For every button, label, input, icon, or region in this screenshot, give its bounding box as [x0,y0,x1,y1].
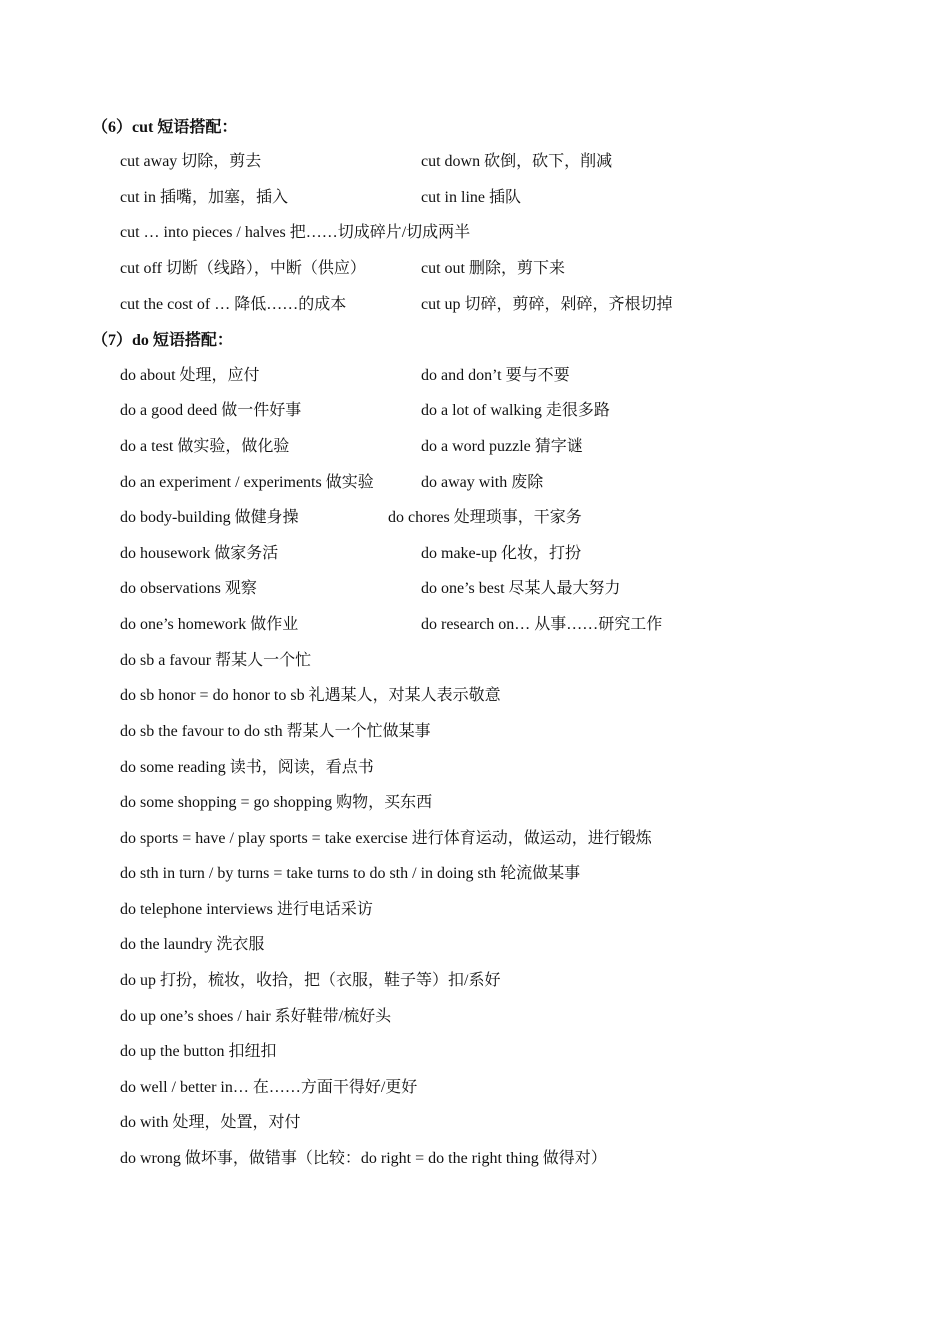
phrase-entry: do up the button 扣纽扣 [120,1043,277,1060]
phrase-entry: do chores 处理琐事，干家务 [388,509,582,526]
phrase-entry: do a test 做实验，做化验 [120,438,290,455]
phrase-entry: cut down 砍倒，砍下，削减 [421,153,613,170]
phrase-entry: do wrong 做坏事，做错事（比较：do right = do the right thing 做得对） [120,1150,607,1167]
phrase-entry: do a word puzzle 猜字谜 [421,438,583,455]
phrase-entry: do one’s homework 做作业 [120,616,299,633]
phrase-entry: do one’s best 尽某人最大努力 [421,580,621,597]
phrase-entry: do up 打扮，梳妆，收拾，把（衣服，鞋子等）扣/系好 [120,972,501,989]
phrase-entry: do some reading 读书，阅读，看点书 [120,759,374,776]
phrase-entry: cut the cost of … 降低……的成本 [120,296,347,313]
phrase-entry: cut off 切断（线路），中断（供应） [120,260,366,277]
phrase-entry: do observations 观察 [120,580,257,597]
phrase-entry: do away with 废除 [421,474,544,491]
phrase-entry: do up one’s shoes / hair 系好鞋带/梳好头 [120,1008,392,1025]
phrase-entry: do some shopping = go shopping 购物，买东西 [120,794,433,811]
phrase-entry: do sb the favour to do sth 帮某人一个忙做某事 [120,723,431,740]
phrase-entry: do make-up 化妆，打扮 [421,545,581,562]
phrase-entry: do housework 做家务活 [120,545,279,562]
phrase-entry: do research on… 从事……研究工作 [421,616,663,633]
phrase-entry: do sb a favour 帮某人一个忙 [120,652,312,669]
phrase-entry: cut up 切碎，剪碎，剁碎，齐根切掉 [421,296,673,313]
phrase-entry: cut out 删除，剪下来 [421,260,565,277]
phrase-entry: do body-building 做健身操 [120,509,299,526]
section-heading-do: （7）do 短语搭配： [92,332,233,349]
phrase-entry: do sb honor = do honor to sb 礼遇某人，对某人表示敬意 [120,687,501,704]
phrase-entry: cut … into pieces / halves 把……切成碎片/切成两半 [120,224,471,241]
phrase-entry: do sth in turn / by turns = take turns to do sth / in doing sth 轮流做某事 [120,865,581,882]
phrase-entry: do a good deed 做一件好事 [120,402,302,419]
phrase-entry: do about 处理，应付 [120,367,260,384]
phrase-entry: do an experiment / experiments 做实验 [120,474,374,491]
section-heading-cut: （6）cut 短语搭配： [92,119,238,136]
phrase-entry: do sports = have / play sports = take exercise 进行体育运动，做运动，进行锻炼 [120,830,652,847]
phrase-entry: do telephone interviews 进行电话采访 [120,901,373,918]
phrase-entry: do and don’t 要与不要 [421,367,570,384]
phrase-entry: do a lot of walking 走很多路 [421,402,610,419]
phrase-entry: cut away 切除，剪去 [120,153,262,170]
phrase-entry: do well / better in… 在……方面干得好/更好 [120,1079,418,1096]
phrase-entry: cut in line 插队 [421,189,521,206]
phrase-entry: do with 处理，处置，对付 [120,1114,301,1131]
phrase-entry: cut in 插嘴，加塞，插入 [120,189,288,206]
phrase-entry: do the laundry 洗衣服 [120,936,265,953]
